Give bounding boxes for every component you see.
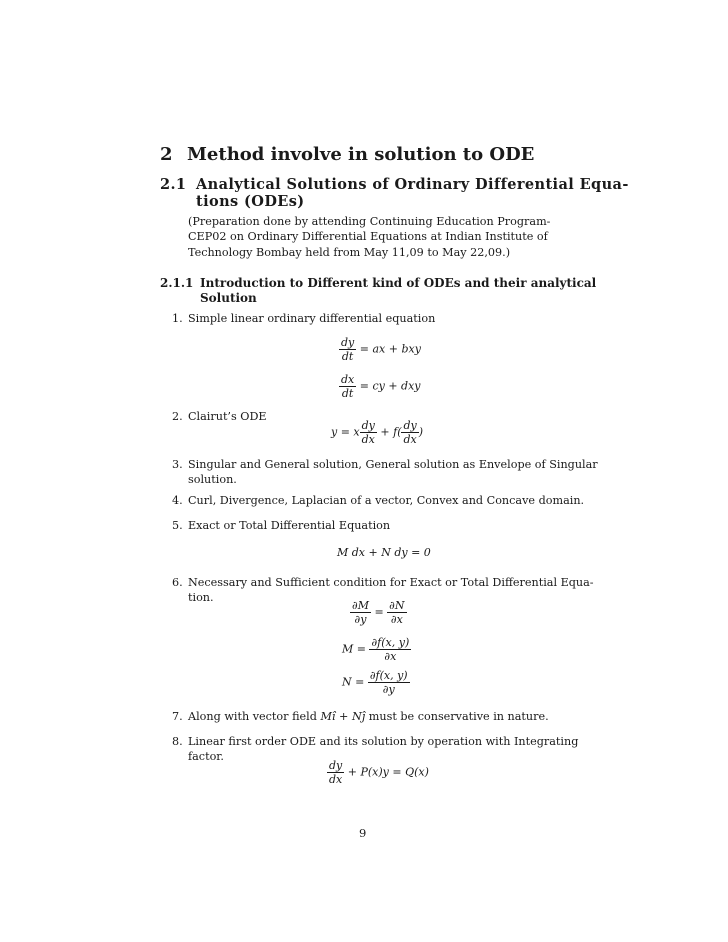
list-item-text-line1: Necessary and Sufficient condition for Exact or Total Differential Equa- xyxy=(188,576,594,589)
eq2-numerator: dx xyxy=(341,373,355,386)
eq3-denominator-2: dx xyxy=(403,433,417,446)
equation-2 xyxy=(339,373,421,400)
equation-6 xyxy=(342,636,411,663)
eq6-lhs: M = xyxy=(342,642,366,656)
eq7-lhs: N = xyxy=(342,675,365,689)
list-item-number: 2. xyxy=(172,410,183,423)
list-item-text-line2: factor. xyxy=(188,750,224,763)
eq5-numerator-2: ∂N xyxy=(389,599,405,612)
eq2-denominator: dt xyxy=(341,387,354,400)
list-item-number: 8. xyxy=(172,735,183,748)
list-item-number: 1. xyxy=(172,312,183,325)
subsubsection-number: 2.1.1 xyxy=(160,276,194,290)
eq8-rhs: + P(x)y = Q(x) xyxy=(347,765,429,779)
equation-8 xyxy=(327,759,429,786)
eq3-denominator-1: dx xyxy=(361,433,375,446)
note-line3: Technology Bombay held from May 11,09 to May 22,09.) xyxy=(188,246,511,259)
subsection-title-line1: Analytical Solutions of Ordinary Differential Equa- xyxy=(196,176,629,193)
subsection-title-line2: tions (ODEs) xyxy=(196,193,305,210)
list-item-text: Simple linear ordinary differential equation xyxy=(188,312,436,325)
item7-text-after: must be conservative in nature. xyxy=(365,710,549,723)
list-item-number: 5. xyxy=(172,519,183,532)
note-line2: CEP02 on Ordinary Differential Equations at Indian Institute of xyxy=(188,230,548,243)
equation-1 xyxy=(339,336,421,363)
list-item-text: Clairut’s ODE xyxy=(188,410,267,423)
list-item-text: Curl, Divergence, Laplacian of a vector, Convex and Concave domain. xyxy=(188,494,585,507)
eq1-rhs: = ax + bxy xyxy=(359,342,421,356)
equation-3 xyxy=(331,419,423,446)
page-number: 9 xyxy=(359,826,367,840)
eq3-middle: + f( xyxy=(380,425,402,439)
list-item-number: 7. xyxy=(172,710,183,723)
eq7-numerator: ∂f(x, y) xyxy=(369,669,408,682)
list-item-text-line2: solution. xyxy=(188,473,237,486)
section-title: Method involve in solution to ODE xyxy=(187,144,535,165)
eq8-numerator: dy xyxy=(329,759,343,772)
subsubsection-title-line1: Introduction to Different kind of ODEs and their analytical xyxy=(200,276,597,290)
eq7-denominator: ∂y xyxy=(382,683,395,696)
note-line1: (Preparation done by attending Continuing Education Program- xyxy=(188,215,551,228)
list-item-number: 3. xyxy=(172,458,183,471)
eq3-numerator-1: dy xyxy=(361,419,375,432)
section-number: 2 xyxy=(160,144,173,165)
eq1-denominator: dt xyxy=(341,350,354,363)
list-item-text-line2: tion. xyxy=(188,591,214,604)
eq3-numerator-2: dy xyxy=(403,419,417,432)
list-item-number: 6. xyxy=(172,576,183,589)
eq5-denominator-2: ∂x xyxy=(390,613,403,626)
item7-text-before: Along with vector field xyxy=(188,710,321,723)
eq2-rhs: = cy + dxy xyxy=(359,379,421,393)
eq3-end: ) xyxy=(418,425,424,439)
eq8-denominator: dx xyxy=(329,773,343,786)
eq5-denominator-1: ∂y xyxy=(354,613,367,626)
equation-5 xyxy=(350,599,407,626)
eq5-numerator-1: ∂M xyxy=(352,599,369,612)
subsubsection-title-line2: Solution xyxy=(200,291,257,305)
list-item-text-line1: Singular and General solution, General solution as Envelope of Singular xyxy=(188,458,598,471)
eq3-lhs: y = x xyxy=(331,425,360,439)
equation-7 xyxy=(342,669,410,696)
item7-math: Mî + Nĵ xyxy=(320,710,366,723)
eq1-numerator: dy xyxy=(341,336,355,349)
equation-4 xyxy=(337,546,431,559)
eq6-denominator: ∂x xyxy=(384,650,397,663)
list-item-text-line1: Linear first order ODE and its solution by operation with Integrating xyxy=(188,735,579,748)
eq6-numerator: ∂f(x, y) xyxy=(371,636,410,649)
list-item-text: Exact or Total Differential Equation xyxy=(188,519,391,532)
list-item-text xyxy=(188,709,549,724)
eq4-text: M dx + N dy = 0 xyxy=(337,546,431,559)
list-item-number: 4. xyxy=(172,494,183,507)
subsection-number: 2.1 xyxy=(160,176,187,193)
eq5-equals: = xyxy=(374,605,384,619)
